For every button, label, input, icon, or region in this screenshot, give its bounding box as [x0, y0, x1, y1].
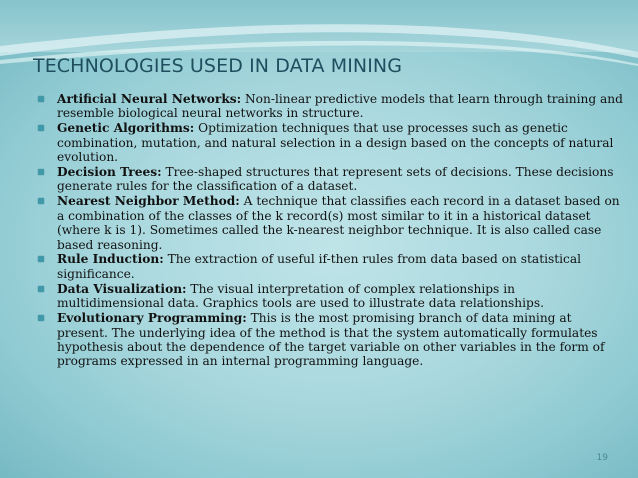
bullet-genetic-algorithms — [38, 121, 623, 164]
bullet-term: Artificial Neural Networks: — [57, 92, 242, 106]
bullet-square-icon — [38, 96, 44, 102]
bullet-term: Genetic Algorithms: — [57, 121, 195, 136]
bullet-text: A technique that classifies each record in a dataset based on a combination of the classes of the k record(s) most similar to it in a historical dataset (where k is 1). Sometimes called the k-nearest neighbor technique. It is also called case based reasoning. — [57, 194, 620, 252]
bullet-square-icon — [38, 315, 44, 321]
bullet-rule-induction — [38, 252, 623, 281]
bullet-term: Data Visualization: — [57, 281, 187, 296]
bullet-artificial-neural-networks — [38, 92, 623, 121]
bullet-text: The extraction of useful if-then rules from data based on statistical significance. — [57, 252, 582, 281]
slide-title: TECHNOLOGIES USED IN DATA MINING — [33, 55, 403, 77]
bullet-term: Decision Trees: — [57, 165, 162, 180]
bullet-square-icon — [38, 198, 44, 204]
page-number: 19 — [596, 453, 608, 463]
bullet-data-visualization — [38, 282, 623, 311]
bullet-term: Nearest Neighbor Method: — [57, 194, 240, 209]
bullet-nearest-neighbor-method — [38, 194, 623, 252]
bullet-term: Rule Induction: — [57, 252, 164, 267]
technology-bullet-list — [38, 92, 623, 369]
bullet-text: The visual interpretation of complex relationships in multidimensional data. Graphics tools are used to illustrate data relationships. — [57, 281, 544, 311]
bullet-square-icon — [38, 286, 44, 292]
bullet-text: Tree-shaped structures that represent sets of decisions. These decisions generate rules for the classification of a dataset. — [57, 165, 614, 194]
bullet-text: Optimization techniques that use processes such as genetic combination, mutation, and natural selection in a design based on the concepts of natural evolution. — [57, 121, 614, 165]
bullet-decision-trees — [38, 165, 623, 194]
bullet-text: This is the most promising branch of data mining at present. The underlying idea of the method is that the system automatically formulates hypothesis about the dependence of the target variable on other variables in the form of programs expressed in an internal programming language. — [57, 311, 605, 369]
bullet-evolutionary-programming — [38, 311, 623, 369]
bullet-term: Evolutionary Programming: — [57, 311, 247, 326]
bullet-square-icon — [38, 125, 44, 131]
bullet-text: Non-linear predictive models that learn through training and resemble biological neural networks in structure. — [57, 92, 623, 121]
bullet-square-icon — [38, 256, 44, 262]
bullet-square-icon — [38, 169, 44, 175]
